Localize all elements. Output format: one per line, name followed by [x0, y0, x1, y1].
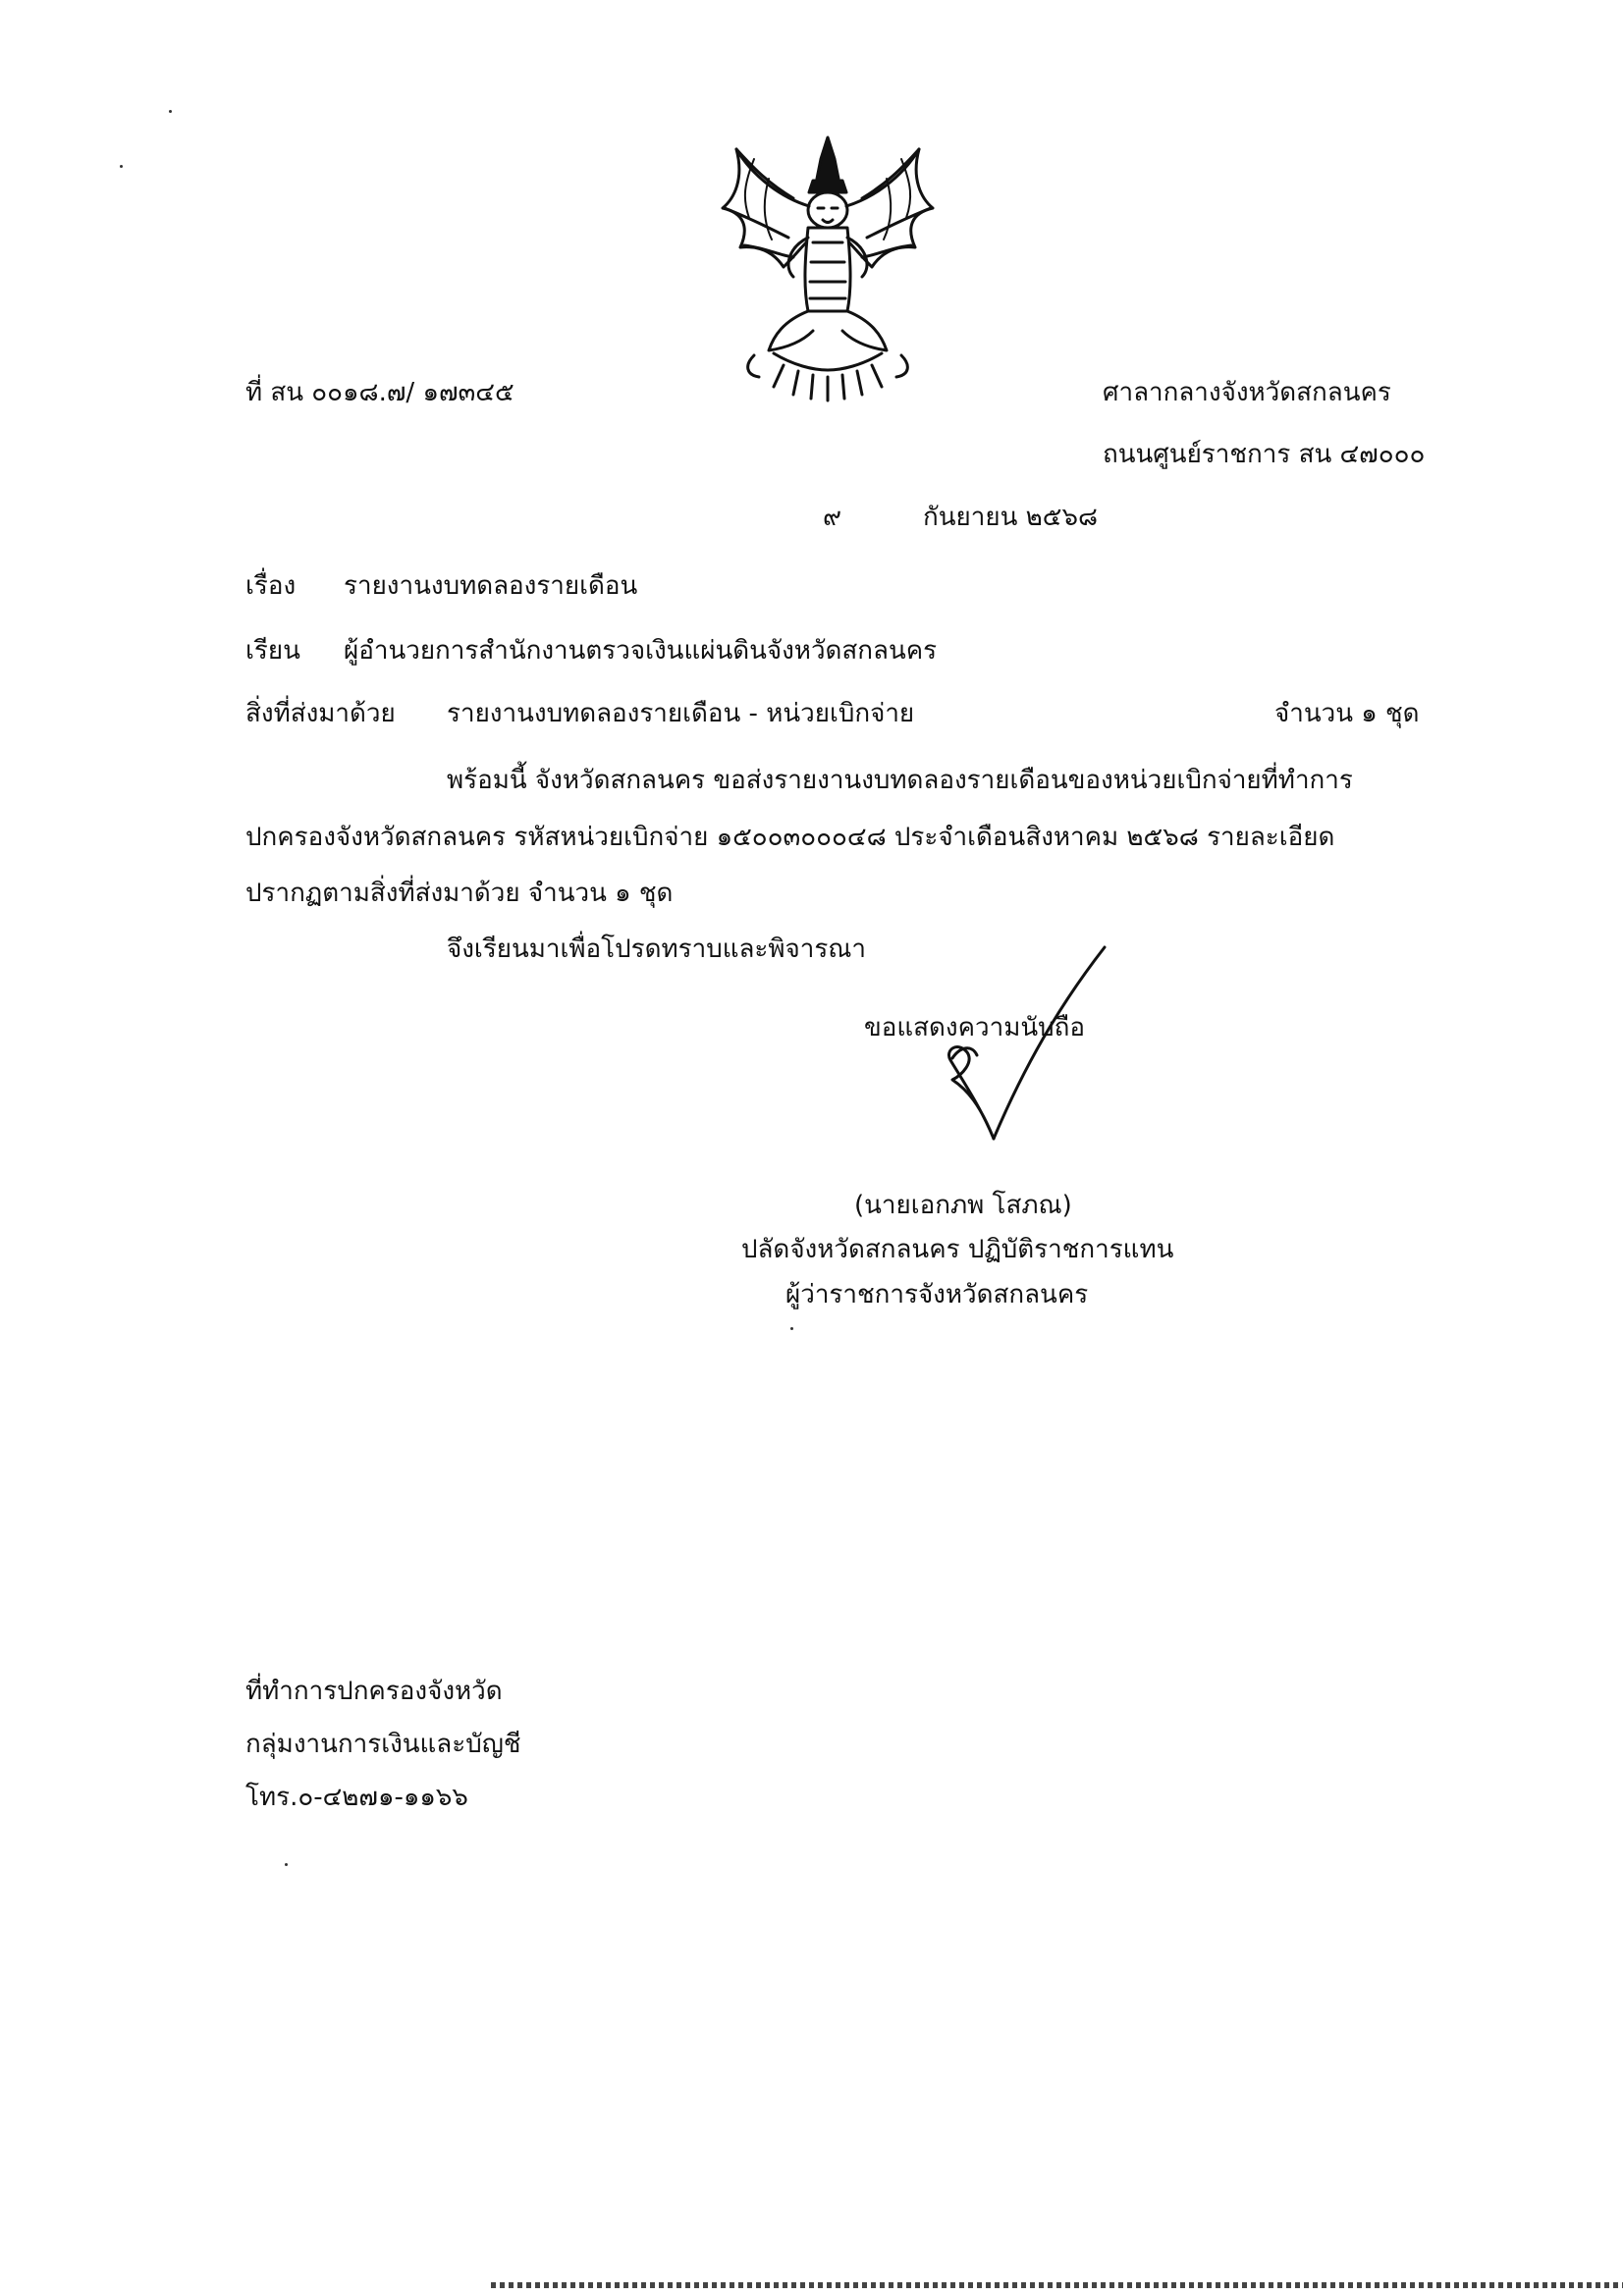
recipient-label: เรียน	[245, 636, 300, 666]
footer-phone: โทร.๐-๔๒๗๑-๑๑๖๖	[245, 1783, 468, 1812]
subject-value: รายงานงบทดลองรายเดือน	[344, 571, 638, 601]
closing-request: จึงเรียนมาเพื่อโปรดทราบและพิจารณา	[447, 934, 867, 964]
scan-speck	[169, 110, 172, 113]
signer-position-2: ผู้ว่าราชการจังหวัดสกลนคร	[785, 1280, 1089, 1309]
subject-label: เรื่อง	[245, 571, 297, 601]
recipient-value: ผู้อำนวยการสำนักงานตรวจเงินแผ่นดินจังหวัดสกลนคร	[344, 636, 938, 666]
body-line-3: ปรากฏตามสิ่งที่ส่งมาด้วย จำนวน ๑ ชุด	[245, 879, 674, 908]
signer-name: (นายเอกภพ โสภณ)	[854, 1191, 1072, 1220]
date-month-year: กันยายน ๒๕๖๘	[923, 503, 1099, 532]
scan-speck	[120, 165, 123, 168]
attachment-value: รายงานงบทดลองรายเดือน - หน่วยเบิกจ่าย	[447, 699, 915, 728]
scan-bottom-edge	[491, 2282, 1623, 2288]
footer-group: กลุ่มงานการเงินและบัญชี	[245, 1730, 521, 1759]
office-address-line-1: ศาลากลางจังหวัดสกลนคร	[1103, 378, 1391, 407]
attachment-count: จำนวน ๑ ชุด	[1274, 699, 1420, 728]
footer-department: ที่ทำการปกครองจังหวัด	[245, 1677, 503, 1706]
handwritten-signature-icon	[923, 942, 1119, 1163]
date-day: ๙	[823, 503, 842, 532]
body-line-1: พร้อมนี้ จังหวัดสกลนคร ขอส่งรายงานงบทดลองรายเดือนของหน่วยเบิกจ่ายที่ทำการ	[447, 766, 1353, 795]
reference-number: ที่ สน ๐๐๑๘.๗/ ๑๗๓๔๕	[245, 378, 514, 407]
office-address-line-2: ถนนศูนย์ราชการ สน ๔๗๐๐๐	[1103, 440, 1426, 469]
garuda-emblem-icon	[715, 130, 941, 404]
attachment-label: สิ่งที่ส่งมาด้วย	[245, 699, 396, 728]
body-line-2: ปกครองจังหวัดสกลนคร รหัสหน่วยเบิกจ่าย ๑๕๐๐๓๐๐๐๔๘ ประจำเดือนสิงหาคม ๒๕๖๘ รายละเอียด	[245, 823, 1335, 852]
salutation: ขอแสดงความนับถือ	[864, 1013, 1085, 1042]
signer-position-1: ปลัดจังหวัดสกลนคร ปฏิบัติราชการแทน	[741, 1235, 1174, 1264]
scan-speck	[285, 1863, 288, 1866]
scan-speck	[790, 1327, 793, 1330]
